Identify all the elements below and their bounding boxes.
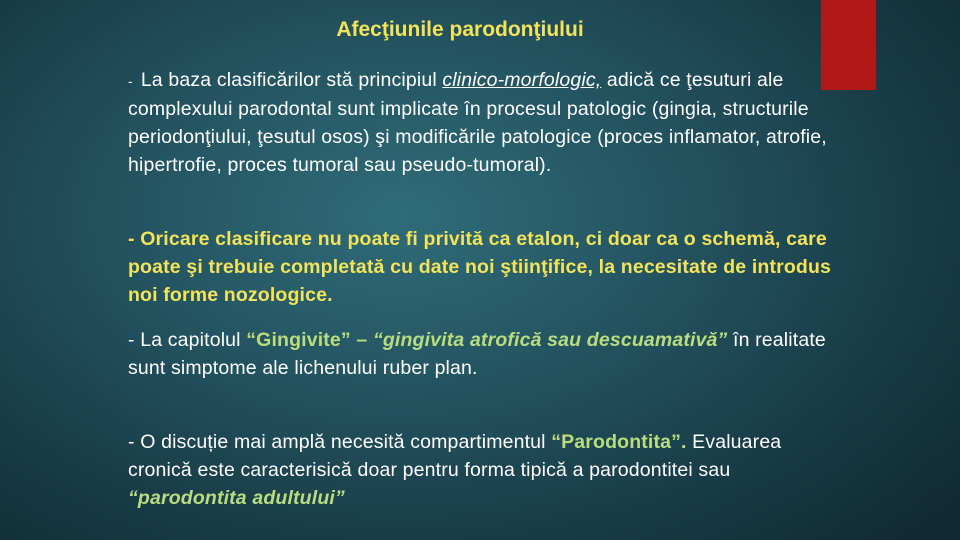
paragraph-gingivitis bbox=[128, 326, 848, 382]
p4-green-a: “Parodontita”. bbox=[551, 431, 687, 453]
p3-text-b: în realitate sunt simptome ale lichenului ruber plan. bbox=[128, 329, 826, 379]
p3-ital-a: “gingivita atrofică sau descuamativă” bbox=[372, 329, 728, 351]
paragraph-periodontitis bbox=[128, 428, 848, 512]
paragraph-classification-principle bbox=[128, 66, 848, 179]
p1-text-b: adică ce ţesuturi ale complexului parodontal sunt implicate în procesul patologic (gingia, structurile periodonţiului, ţesutul osos) şi modificările patologice (proces inflamator, atrofie, hipertrofie, proces tumoral sau pseudo-tumoral). bbox=[128, 69, 827, 176]
paragraph-classification-etalon: - Oricare clasificare nu poate fi privită ca etalon, ci doar ca o schemă, care poate şi trebuie completată cu date noi ştiinţifice, la necesitate de introdus noi forme nozologice. bbox=[128, 228, 832, 306]
p4-ital-b: “parodontita adultului” bbox=[128, 487, 345, 509]
bullet-dash: - bbox=[128, 73, 133, 89]
p1-emphasis: clinico-morfologic, bbox=[442, 69, 602, 91]
p4-text-a: - O discuție mai amplă necesită compartimentul bbox=[128, 431, 552, 453]
slide-title: Afecţiunile parodonţiului bbox=[336, 18, 584, 41]
p3-text-a: - La capitolul bbox=[128, 329, 247, 351]
p3-bold-a: “Gingivite” – bbox=[246, 329, 373, 351]
p4-text-b: Evaluarea cronică este caracterisică doar pentru forma tipică a parodontitei sau bbox=[128, 431, 782, 481]
p1-text-a: La baza clasificărilor stă principiul bbox=[140, 69, 443, 91]
